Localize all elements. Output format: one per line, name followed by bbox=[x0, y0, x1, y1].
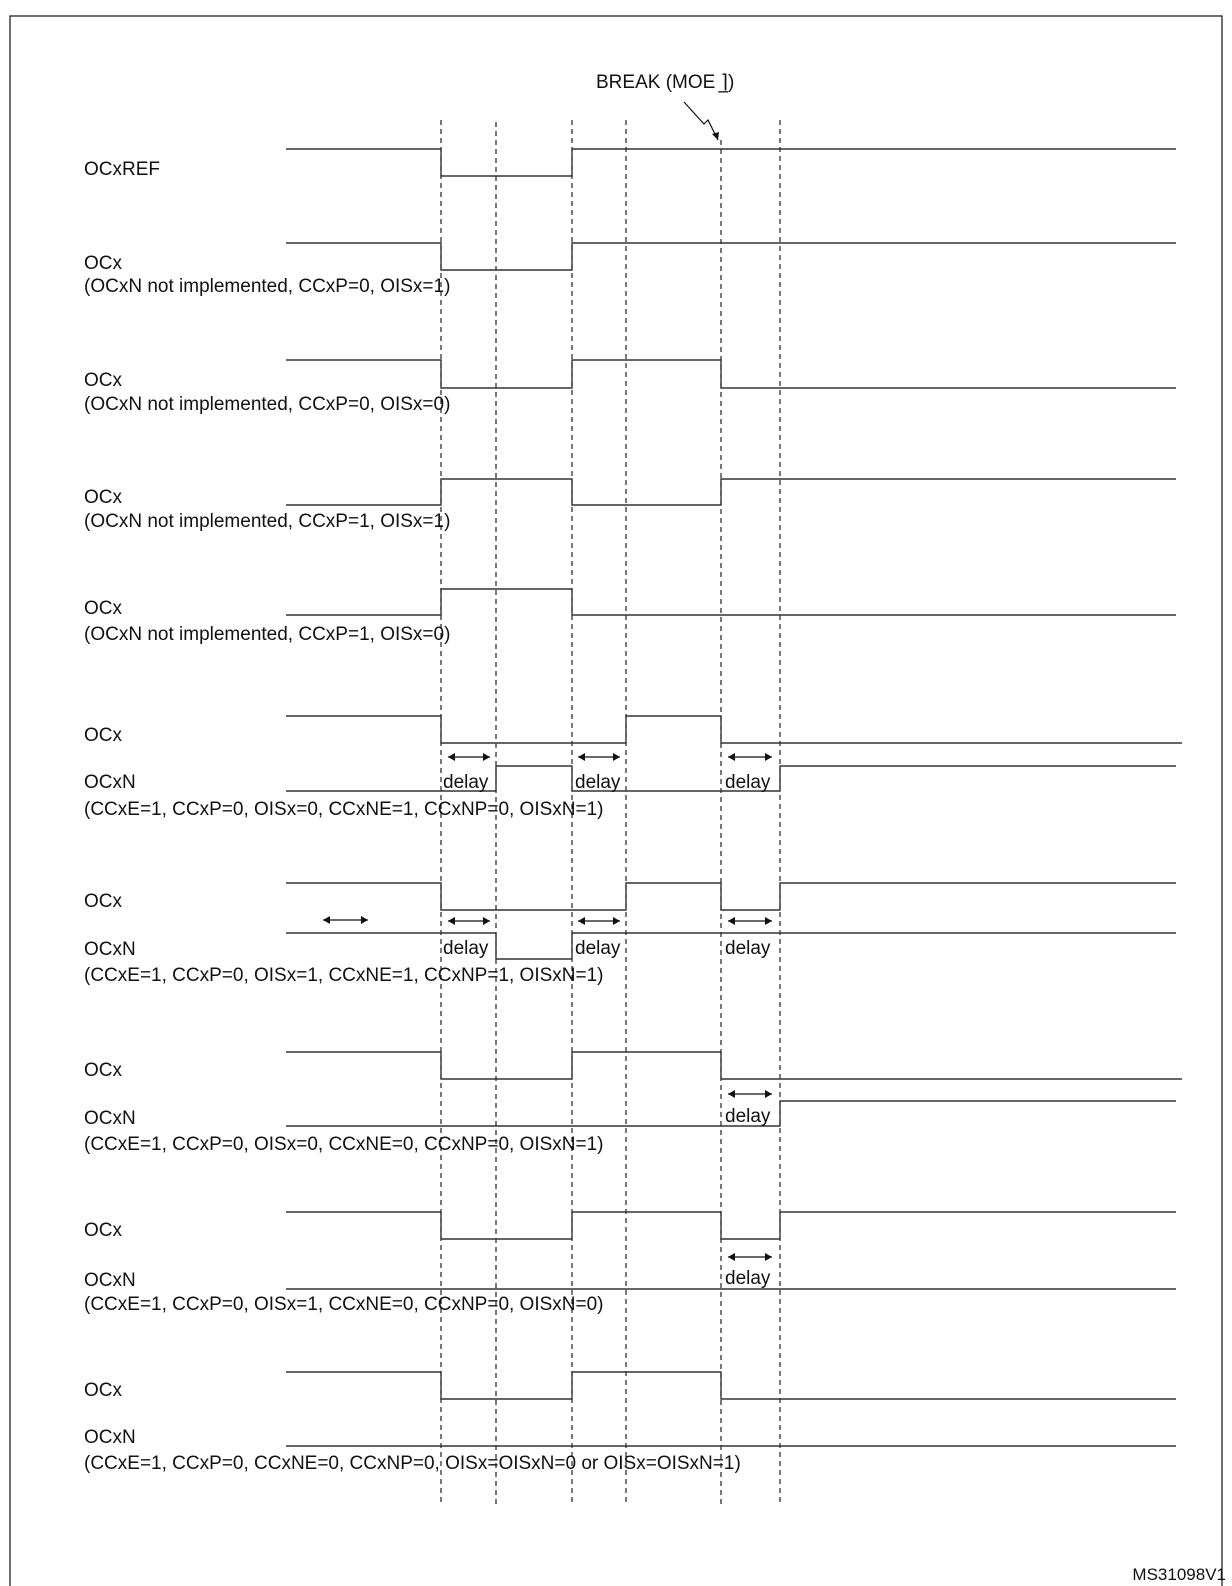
signal-condition-3: (OCxN not implemented, CCxP=1, OISx=1) bbox=[84, 511, 451, 532]
signal-condition-1: (OCxN not implemented, CCxP=0, OISx=1) bbox=[84, 276, 451, 297]
signal-label-ocx-1: OCx bbox=[84, 253, 122, 274]
signal-label-ocxn-7: OCxN bbox=[84, 1108, 136, 1129]
waveform-ocxref bbox=[286, 149, 1176, 176]
signal-label-ocx-6: OCx bbox=[84, 891, 122, 912]
break-arrow-head bbox=[712, 132, 719, 140]
delay-label-7: delay bbox=[725, 1106, 771, 1127]
signal-label-ocx-5: OCx bbox=[84, 725, 122, 746]
signal-condition-6: (CCxE=1, CCxP=0, OISx=1, CCxNE=1, CCxNP=1, OISxN=1) bbox=[84, 965, 604, 986]
signal-label-ocx-9: OCx bbox=[84, 1380, 122, 1401]
delay-label-6c: delay bbox=[725, 938, 771, 959]
signal-condition-9: (CCxE=1, CCxP=0, CCxNE=0, CCxNP=0, OISx=OISxN=0 or OISx=OISxN=1) bbox=[84, 1453, 741, 1474]
signal-label-ocxref: OCxREF bbox=[84, 159, 160, 180]
waveform-ocx-3 bbox=[286, 479, 1176, 505]
waveform-ocx-5 bbox=[286, 716, 1182, 743]
signal-condition-5: (CCxE=1, CCxP=0, OISx=0, CCxNE=1, CCxNP=0, OISxN=1) bbox=[84, 799, 604, 820]
delay-label-5a: delay bbox=[443, 772, 489, 793]
signal-label-ocxn-8: OCxN bbox=[84, 1270, 136, 1291]
waveform-ocx-1 bbox=[286, 243, 1176, 270]
waveform-ocx-2 bbox=[286, 360, 1176, 388]
waveform-ocx-8 bbox=[286, 1212, 1176, 1239]
signal-label-ocx-7: OCx bbox=[84, 1060, 122, 1081]
delay-label-6b: delay bbox=[575, 938, 621, 959]
signal-condition-2: (OCxN not implemented, CCxP=0, OISx=0) bbox=[84, 394, 451, 415]
waveform-ocx-7 bbox=[286, 1052, 1182, 1079]
break-label: BREAK (MOE ⌉̲) bbox=[596, 72, 735, 93]
signal-label-ocx-4: OCx bbox=[84, 598, 122, 619]
waveform-ocx-9 bbox=[286, 1372, 1176, 1399]
signal-label-ocx-3: OCx bbox=[84, 487, 122, 508]
delay-label-8: delay bbox=[725, 1268, 771, 1289]
signal-label-ocxn-9: OCxN bbox=[84, 1427, 136, 1448]
delay-label-5c: delay bbox=[725, 772, 771, 793]
signal-condition-8: (CCxE=1, CCxP=0, OISx=1, CCxNE=0, CCxNP=0, OISxN=0) bbox=[84, 1294, 604, 1315]
signal-condition-4: (OCxN not implemented, CCxP=1, OISx=0) bbox=[84, 624, 451, 645]
delay-label-6a: delay bbox=[443, 938, 489, 959]
signal-label-ocx-8: OCx bbox=[84, 1220, 122, 1241]
delay-label-5b: delay bbox=[575, 772, 621, 793]
waveform-ocx-4 bbox=[286, 589, 1176, 615]
signal-label-ocxn-6: OCxN bbox=[84, 939, 136, 960]
signal-label-ocxn-5: OCxN bbox=[84, 772, 136, 793]
signal-label-ocx-2: OCx bbox=[84, 370, 122, 391]
waveform-ocx-6 bbox=[286, 883, 1176, 910]
signal-condition-7: (CCxE=1, CCxP=0, OISx=0, CCxNE=0, CCxNP=0, OISxN=1) bbox=[84, 1134, 604, 1155]
figure-id: MS31098V1 bbox=[1132, 1565, 1226, 1584]
